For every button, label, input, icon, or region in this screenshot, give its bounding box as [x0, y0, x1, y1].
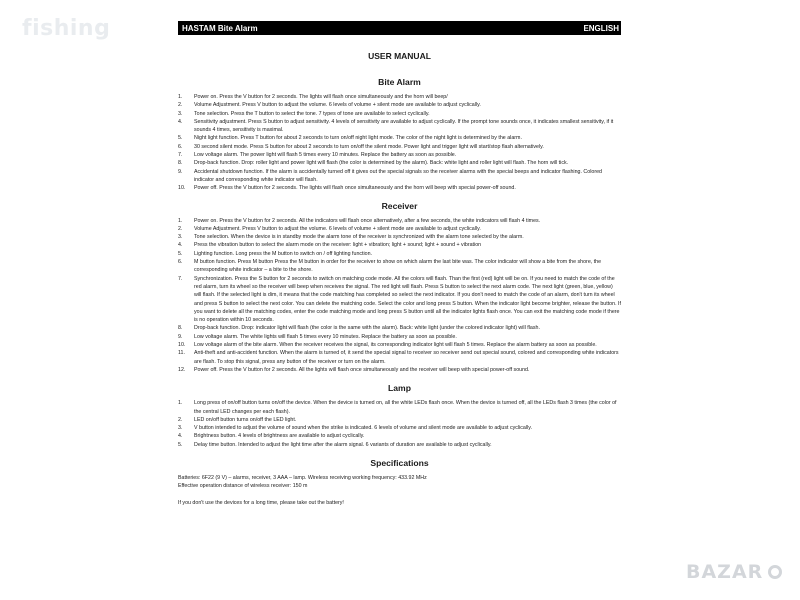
specifications-block — [178, 474, 621, 491]
item-number: 9. — [178, 333, 183, 340]
item-text: Accidental shutdown function. If the alarm is accidentally turned off it gives out the special signals so the receiver alarms with the special beeps and indicator flashing. Colored indicator and corresponding white indicator will flash. — [194, 168, 602, 183]
list-item — [178, 159, 621, 167]
item-text: Drop-back function. Drop: indicator light will flash (the color is the same with the alarm). Back: white light (under the colored indicator light) will flash. — [194, 325, 540, 332]
list-item — [178, 341, 621, 349]
item-text: Low voltage alarm. The power light will flash 5 times every 10 minutes. Replace the battery as soon as possible. — [194, 152, 457, 159]
item-number: 8. — [178, 160, 183, 167]
item-text: M button function. Press M button Press the M button in order for the receiver to show on which alarm the last bite was. The color indicator will show a bite from the shore, the corresponding white indicator – a bite to the shore. — [194, 259, 602, 274]
list-item — [178, 233, 621, 241]
item-text: Anti-theft and anti-accident function. When the alarm is turned of, it send the special signal to receiver so receiver send out special sound, colored and corresponding white indicators are flash. To stop this signal, press any button of the receiver or turn on the alarm. — [194, 350, 619, 365]
item-text: V button intended to adjust the volume of sound when the strike is indicated. 6 levels of volume and silent mode are available to adjust cyclically. — [194, 425, 532, 432]
item-text: Sensitivity adjustment. Press S button to adjust sensitivity. 4 levels of sensitivity are available to adjust cyclically. If the prompt tone sounds once, it indicates smallest sensitivity, if it sounds 4 times, sensitivity is maximal. — [194, 118, 614, 134]
list-item — [178, 184, 621, 192]
header-bar — [178, 21, 621, 35]
bazar-logo-ring-icon — [768, 565, 782, 579]
list-item — [178, 118, 621, 135]
item-text: Power on. Press the V button for 2 seconds. The lights will flash once simultaneously and the horn will beep/ — [194, 94, 448, 100]
list-item — [178, 241, 621, 249]
item-number: 1. — [178, 400, 183, 407]
specifications-line: Batteries: 6F22 (9 V) – alarms, receiver, 3 AAA – lamp. Wireless receiving working frequency: 433.92 MHz — [178, 474, 427, 481]
list-item — [178, 93, 621, 101]
manual-page — [178, 21, 621, 600]
list-item — [178, 399, 621, 416]
item-number: 10. — [178, 185, 186, 192]
list-item — [178, 366, 621, 374]
item-text: Brightness button. 4 levels of brightness are available to adjust cyclically. — [194, 433, 365, 440]
item-number: 12. — [178, 366, 186, 373]
item-text: Night light function. Press T button for about 2 seconds to turn on/off night light mode. The color of the night light is determined by the alarm. — [194, 135, 522, 142]
item-number: 3. — [178, 234, 183, 241]
item-number: 11. — [178, 350, 185, 357]
item-number: 4. — [178, 433, 183, 440]
list-item — [178, 168, 621, 185]
item-number: 2. — [178, 416, 183, 423]
item-text: Power off. Press the V button for 2 seconds. The lights will flash once simultaneously and the horn will beep with special power-off sound. — [194, 185, 516, 192]
list-item — [178, 143, 621, 151]
item-text: LED on/off button turns on/off the LED light. — [194, 416, 297, 423]
section-title-bite-alarm: Bite Alarm — [378, 77, 421, 87]
list-item — [178, 324, 621, 332]
item-text: Drop-back function. Drop: roller light and power light will flash (the color is determined by the alarm). Back: white light and roller light will flash. The horn will tick. — [194, 160, 569, 167]
bite-alarm-list — [178, 93, 621, 193]
item-text: Power off. Press the V button for 2 seconds. All the lights will flash once simultaneously and the receiver will beep with special power-off sound. — [194, 366, 530, 373]
item-number: 9. — [178, 168, 183, 175]
item-number: 3. — [178, 110, 183, 117]
item-text: Low voltage alarm of the bite alarm. When the receiver receives the signal, its corresponding indicator light will flash 5 times. Replace the alarm battery as soon as possible. — [194, 342, 597, 349]
item-text: Volume Adjustment. Press V button to adjust the volume. 6 levels of volume + silent mode are available to adjust cyclically. — [194, 225, 481, 232]
section-title-specifications: Specifications — [370, 457, 429, 468]
list-item — [178, 225, 621, 233]
item-number: 2. — [178, 102, 183, 109]
list-item — [178, 424, 621, 432]
item-number: 6. — [178, 259, 183, 266]
item-text: Power on. Press the V button for 2 seconds. All the indicators will flash once alternatively, after a few seconds, the white indicators will flash 4 times. — [194, 217, 541, 224]
bazar-logo-text: BAZAR — [686, 561, 764, 583]
item-text: Synchronization. Press the S button for 2 seconds to switch on matching code mode. All the colors will flash. Than the first (red) light will be on. If you need to match the code of the red alarm, turn its wheel so the receiver will beep when receives the signal. The red light will flash. Press S button to select the next alarm code. The next light (green, blue, yellow) will flash. If the selected light is dim, it means that the code matching has completed so select the next indicator. If you don't need to match the code of an alarm, don't turn its wheel and press S button to select the next color. You can delete the matching code. Select the color and long press S button. When the indicator light become brighter, release the button. If you want to delete all the matching codes, enter the code matching mode and long press S button until all the indicator lights flash once. You can exit the matching code mode if there is no operation within 10 seconds. — [194, 275, 621, 324]
item-text: Tone selection. Press the T button to select the tone. 7 types of tone are available to select cyclically. — [194, 110, 430, 117]
list-item — [178, 110, 621, 118]
item-text: Delay time button. Intended to adjust the light time after the alarm signal. 6 variants of duration are available to adjust cyclically. — [194, 441, 492, 448]
list-item — [178, 349, 621, 366]
item-number: 10. — [178, 342, 186, 349]
battery-note: If you don't use the devices for a long time, please take out the battery! — [178, 499, 344, 506]
item-number: 1. — [178, 94, 183, 100]
list-item — [178, 416, 621, 424]
watermark-fishing-logo: fishing — [22, 16, 111, 41]
item-text: Lighting function. Long press the M button to switch on / off lighting function. — [194, 250, 373, 257]
item-number: 5. — [178, 441, 183, 448]
item-number: 5. — [178, 250, 183, 257]
list-item — [178, 134, 621, 142]
header-language: ENGLISH — [583, 23, 619, 33]
watermark-bazar-logo — [686, 561, 782, 583]
section-title-lamp: Lamp — [388, 383, 411, 394]
item-text: Tone selection. When the device is in standby mode the alarm tone of the receiver is synchronized with the alarm tone selected by the alarm. — [194, 234, 524, 241]
item-text: Volume Adjustment. Press V button to adjust the volume. 6 levels of volume + silent mode are available to adjust cyclically. — [194, 102, 481, 109]
item-number: 4. — [178, 118, 183, 125]
section-title-receiver: Receiver — [381, 200, 418, 211]
list-item — [178, 217, 621, 225]
list-item — [178, 250, 621, 258]
item-text: Long press of on/off button turns on/off the device. When the device is turned on, all the white LEDs flash once. When the device is turned off, all the LEDs flash 3 times (the color of the central LED changes per each flash). — [194, 400, 617, 415]
list-item — [178, 333, 621, 341]
document-title: USER MANUAL — [368, 51, 431, 61]
list-item — [178, 258, 621, 275]
item-number: 2. — [178, 225, 183, 232]
item-number: 5. — [178, 135, 183, 142]
list-item — [178, 432, 621, 440]
item-text: Low voltage alarm. The white lights will flash 5 times every 10 minutes. Replace the battery as soon as possible. — [194, 333, 457, 340]
item-number: 7. — [178, 152, 183, 159]
specifications-line: Effective operation distance of wireless receiver: 150 m — [178, 483, 308, 490]
receiver-list — [178, 217, 621, 375]
list-item — [178, 101, 621, 109]
item-number: 8. — [178, 325, 183, 332]
list-item — [178, 441, 621, 449]
list-item — [178, 151, 621, 159]
item-text: 30 second silent mode. Press S button for about 2 seconds to turn on/off the silent mode. Power light and trigger light will start/stop flash alternatively. — [194, 143, 544, 150]
item-text: Press the vibration button to select the alarm mode on the receiver: light + vibration; light + sound; light + sound + vibration — [194, 242, 482, 249]
item-number: 1. — [178, 217, 183, 224]
header-title: HASTAM Bite Alarm — [182, 23, 258, 33]
item-number: 6. — [178, 143, 183, 150]
item-number: 4. — [178, 242, 183, 249]
item-number: 3. — [178, 425, 183, 432]
lamp-list — [178, 399, 621, 449]
item-number: 7. — [178, 275, 183, 282]
list-item — [178, 275, 621, 325]
